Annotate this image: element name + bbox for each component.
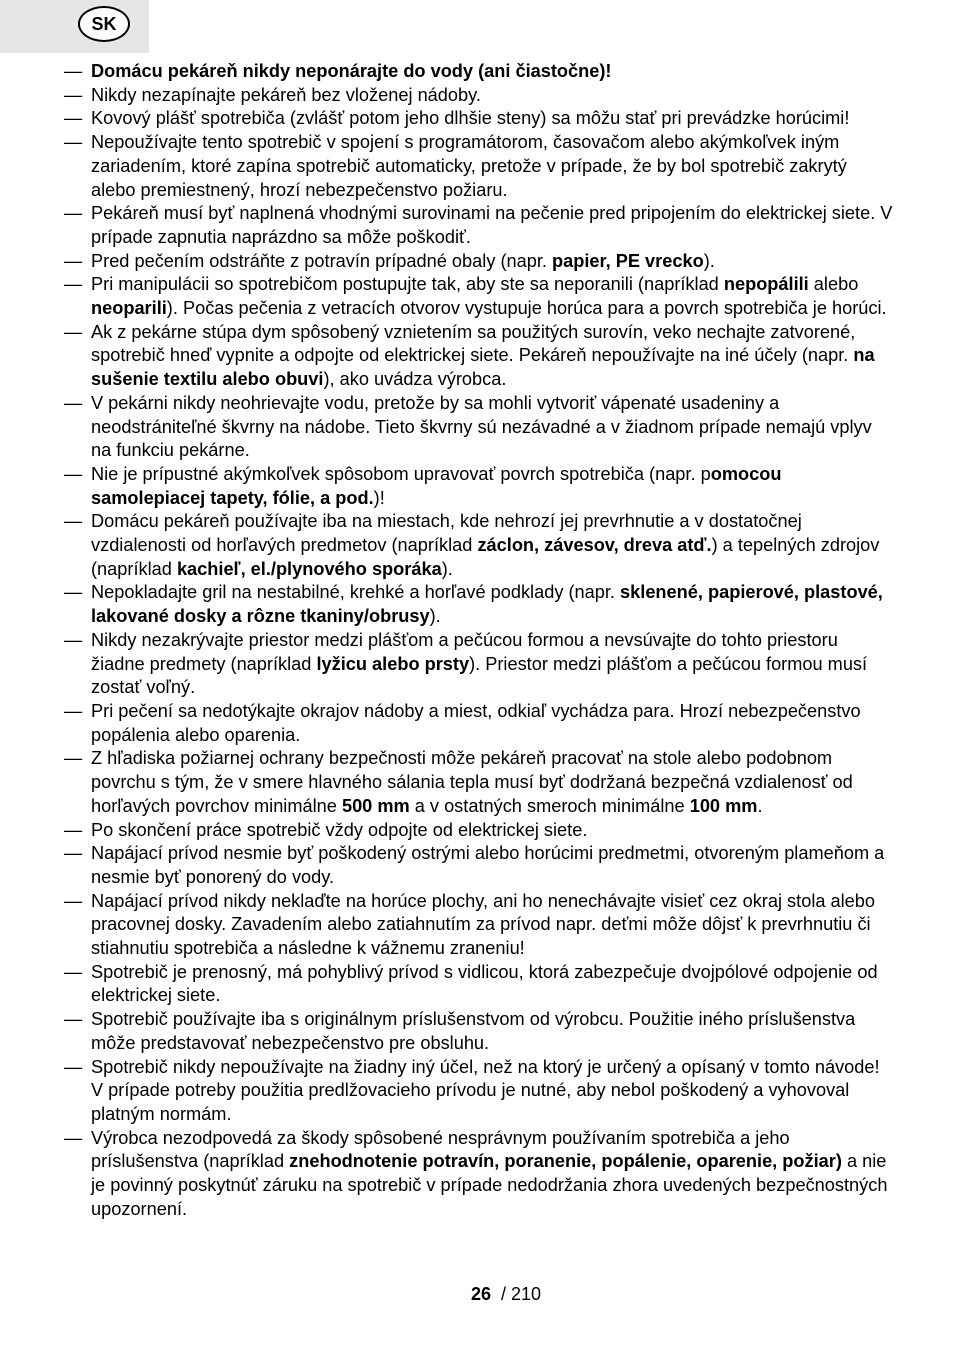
list-item-text — [91, 84, 894, 108]
list-item — [64, 1056, 894, 1127]
list-item — [64, 629, 894, 700]
text-segment: Pekáreň musí byť naplnená vhodnými surovinami na pečenie pred pripojením do elektrickej siete. V prípade zapnutia naprázdno sa môže poškodiť. — [91, 203, 893, 247]
list-item-text — [91, 131, 894, 202]
text-segment: . — [757, 795, 763, 816]
text-segment: )! — [373, 487, 385, 508]
list-item — [64, 84, 894, 108]
list-dash: — — [64, 321, 83, 342]
text-segment: a v ostatných smeroch minimálne — [409, 795, 690, 816]
list-item-text — [91, 842, 894, 889]
list-item-text — [91, 629, 894, 700]
list-dash: — — [64, 108, 83, 129]
list-dash: — — [64, 61, 83, 81]
list-dash: — — [64, 511, 83, 532]
list-dash: — — [64, 250, 83, 271]
list-dash: — — [64, 890, 83, 911]
bold-segment: znehodnotenie potravín, poranenie, popálenie, oparenie, požiar) — [289, 1151, 842, 1172]
text-segment: alebo — [808, 274, 859, 295]
list-item — [64, 202, 894, 249]
list-item — [64, 273, 894, 320]
list-item-text — [91, 463, 894, 510]
list-item — [64, 107, 894, 131]
bold-segment: sklenené, papierové, plastové, lakované dosky a rôzne tkaniny/obrusy — [91, 582, 883, 627]
bold-segment: 100 mm — [689, 795, 758, 816]
list-item-text — [91, 961, 894, 1008]
text-segment: V pekárni nikdy neohrievajte vodu, pretože by sa mohli vytvoriť vápenaté usadeniny a neodstrániteľné škvrny na nádobe. Tieto škvrny sú nezávadné a v žiadnom prípade nemajú vplyv na funkciu pekárne. — [91, 392, 872, 461]
list-dash: — — [64, 1056, 83, 1077]
text-segment: Spotrebič je prenosný, má pohyblivý prívod s vidlicou, ktorá zabezpečuje dvojpólové odpojenie od elektrickej siete. — [91, 961, 878, 1006]
list-item — [64, 321, 894, 392]
list-dash: — — [64, 819, 83, 840]
list-item-text — [91, 273, 894, 320]
list-item — [64, 819, 894, 843]
list-item-text — [91, 700, 894, 747]
language-tab — [0, 0, 149, 53]
list-dash: — — [64, 132, 83, 153]
page-total: / 210 — [501, 1284, 542, 1304]
text-segment: ) a tepelných zdrojov (napríklad — [91, 535, 880, 579]
list-dash: — — [64, 961, 83, 982]
text-segment: Spotrebič nikdy nepoužívajte na žiadny iný účel, než na ktorý je určený a opísaný v tomto návode! V prípade potreby použitia predlžovacieho prívodu je nutné, aby nebol poškodený a vyhovoval platným normám. — [91, 1056, 880, 1124]
bold-segment: lyžicu alebo prsty — [316, 653, 470, 674]
page-number — [0, 1284, 954, 1305]
list-dash: — — [64, 203, 83, 224]
text-segment: Z hľadiska požiarnej ochrany bezpečnosti môže pekáreň pracovať na stole alebo podobnom povrchu s tým, že v smere hlavného sálania tepla musí byť dodržaná bezpečná vzdialenosť od horľavých povrchov minimálne — [91, 748, 853, 816]
page-current: 26 — [470, 1284, 491, 1304]
language-badge: SK — [78, 6, 130, 42]
text-segment: Napájací prívod nikdy neklaďte na horúce plochy, ani ho nenechávajte visieť cez okraj stola alebo pracovnej dosky. Zavadením alebo zatiahnutím za prívod napr. deťmi môže dôjsť k prevrhnutiu či stiahnutiu spotrebiča a následne k vážnemu zraneniu! — [91, 890, 876, 959]
bold-segment: omocou samolepiacej tapety, fólie, a pod. — [91, 463, 782, 508]
list-item — [64, 1008, 894, 1055]
list-item — [64, 581, 894, 628]
list-item-text — [91, 1056, 894, 1127]
bold-segment: kachieľ, el./plynového sporáka — [176, 558, 442, 579]
list-dash: — — [64, 582, 83, 603]
list-dash: — — [64, 629, 83, 650]
list-dash: — — [64, 463, 83, 484]
bold-segment: 500 mm — [341, 795, 410, 816]
list-item-text — [91, 747, 894, 818]
list-item — [64, 510, 894, 581]
text-segment: Nikdy nezakrývajte priestor medzi plášťom a pečúcou formou a nevsúvajte do tohto priestoru žiadne predmety (napríklad — [91, 629, 838, 674]
text-segment: ). — [441, 558, 453, 579]
list-item-text — [91, 321, 894, 392]
text-segment: ), ako uvádza výrobca. — [323, 369, 507, 390]
list-item-text — [91, 107, 894, 131]
text-segment: Nikdy nezapínajte pekáreň bez vloženej nádoby. — [91, 84, 481, 105]
list-item — [64, 700, 894, 747]
safety-instructions-list — [64, 60, 894, 1221]
text-segment: ). Priestor medzi plášťom a pečúcou formou musí zostať voľný. — [91, 653, 868, 698]
list-dash: — — [64, 84, 83, 105]
list-dash: — — [64, 1009, 83, 1030]
bold-segment: nepopálili — [723, 274, 809, 295]
list-dash: — — [64, 843, 83, 864]
list-item-text — [91, 1008, 894, 1055]
text-segment: ). — [429, 606, 441, 627]
list-dash: — — [64, 274, 83, 295]
list-item — [64, 890, 894, 961]
bold-segment: záclon, závesov, dreva atď. — [477, 535, 712, 556]
list-item — [64, 60, 894, 84]
text-segment: Ak z pekárne stúpa dym spôsobený vznietením sa použitých surovín, veko nechajte zatvorené, spotrebič hneď vypnite a odpojte od elektrickej siete. Pekáreň nepoužívajte na iné účely (napr. — [91, 321, 856, 366]
list-item — [64, 250, 894, 274]
list-item — [64, 392, 894, 463]
text-segment: Výrobca nezodpovedá za škody spôsobené nesprávnym používaním spotrebiča a jeho príslušenstva (napríklad — [91, 1127, 790, 1172]
bold-segment: Domácu pekáreň nikdy neponárajte do vody (ani čiastočne)! — [91, 61, 612, 81]
text-segment: Po skončení práce spotrebič vždy odpojte od elektrickej siete. — [91, 819, 588, 840]
list-item-text — [91, 60, 894, 84]
list-item — [64, 131, 894, 202]
text-segment: Pred pečením odstráňte z potravín prípadné obaly (napr. — [91, 250, 553, 271]
list-item — [64, 1127, 894, 1222]
text-segment: Pri manipulácii so spotrebičom postupujte tak, aby ste sa neporanili (napríklad — [91, 274, 724, 295]
text-segment: Nepoužívajte tento spotrebič v spojení s programátorom, časovačom alebo akýmkoľvek iným zariadením, ktoré zapína spotrebič automaticky, pretože v prípade, že by bol spotrebič zakrytý alebo premiestnený, hrozí nebezpečenstvo požiaru. — [91, 132, 847, 200]
list-item-text — [91, 250, 894, 274]
text-segment: ). — [703, 250, 715, 271]
text-segment: Domácu pekáreň používajte iba na miestach, kde nehrozí jej prevrhnutie a v dostatočnej vzdialenosti od horľavých predmetov (napríklad — [91, 511, 802, 556]
text-segment: Nepokladajte gril na nestabilné, krehké a horľavé podklady (napr. — [91, 582, 621, 603]
bold-segment: papier, PE vrecko — [552, 250, 704, 271]
bold-segment: na sušenie textilu alebo obuvi — [91, 345, 875, 390]
list-item — [64, 961, 894, 1008]
list-item-text — [91, 202, 894, 249]
text-segment: Nie je prípustné akýmkoľvek spôsobom upravovať povrch spotrebiča (napr. p — [91, 463, 711, 484]
list-item-text — [91, 392, 894, 463]
list-dash: — — [64, 1127, 83, 1148]
text-segment: Pri pečení sa nedotýkajte okrajov nádoby a miest, odkiaľ vychádza para. Hrozí nebezpečenstvo popálenia alebo oparenia. — [91, 700, 861, 745]
bold-segment: neoparili — [91, 298, 167, 319]
list-item-text — [91, 510, 894, 581]
list-item-text — [91, 1127, 894, 1222]
text-segment: Spotrebič používajte iba s originálnym príslušenstvom od výrobcu. Použitie iného príslušenstva môže predstavovať nebezpečenstvo pre obsluhu. — [91, 1009, 856, 1053]
list-item-text — [91, 819, 894, 843]
list-dash: — — [64, 392, 83, 413]
text-segment: ). Počas pečenia z vetracích otvorov vystupuje horúca para a povrch spotrebiča je horúci. — [166, 298, 887, 319]
list-item — [64, 463, 894, 510]
text-segment: a nie je povinný poskytnúť záruku na spotrebič v prípade nedodržania zhora uvedených bezpečnostných upozornení. — [91, 1151, 888, 1219]
list-item-text — [91, 581, 894, 628]
list-item — [64, 747, 894, 818]
text-segment: Napájací prívod nesmie byť poškodený ostrými alebo horúcimi predmetmi, otvoreným plameňom a nesmie byť ponorený do vody. — [91, 843, 885, 887]
list-dash: — — [64, 748, 83, 769]
list-item — [64, 842, 894, 889]
list-item-text — [91, 890, 894, 961]
list-dash: — — [64, 700, 83, 721]
text-segment: Kovový plášť spotrebiča (zvlášť potom jeho dlhšie steny) sa môžu stať pri prevádzke horúcimi! — [91, 108, 850, 129]
